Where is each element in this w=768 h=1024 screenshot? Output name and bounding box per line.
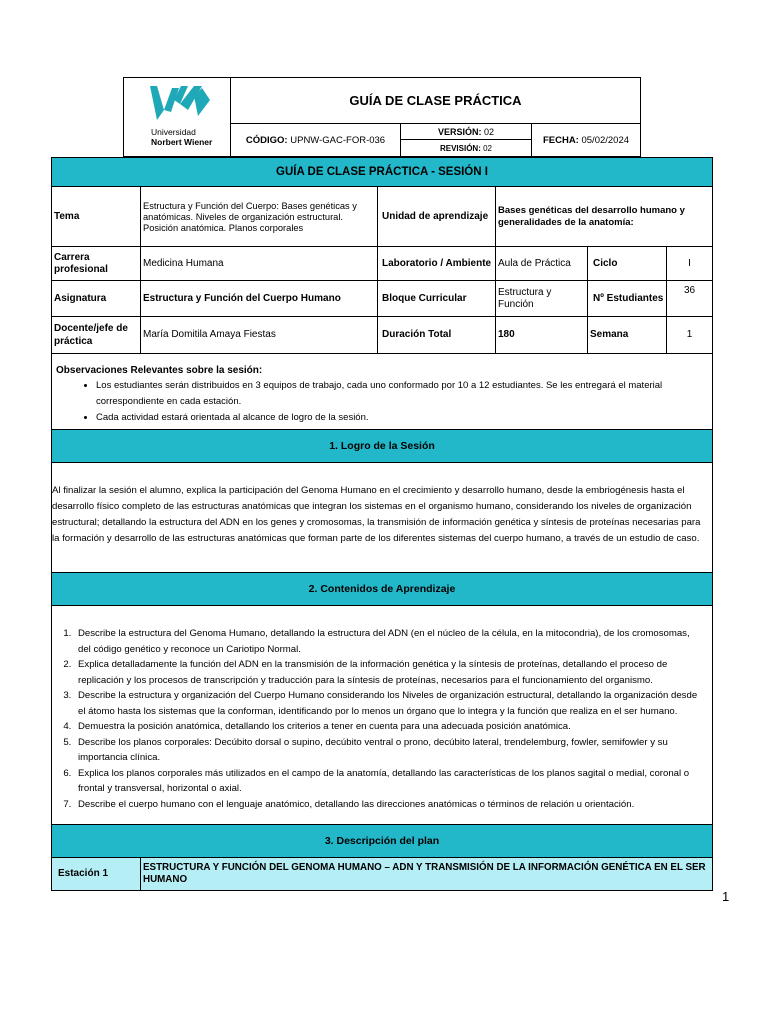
version-value: 02 bbox=[484, 126, 495, 137]
revision-value: 02 bbox=[483, 143, 493, 153]
contenido-item: 5. Describe los planos corporales: Decúbito dorsal o supino, decúbito ventral o prono, decúbito lateral, trendelemburg, fowler, semifowler y su importancia clínica. bbox=[74, 735, 704, 766]
version-label: VERSIÓN: bbox=[437, 126, 482, 137]
fecha-label: FECHA: bbox=[542, 134, 579, 146]
tema-row bbox=[52, 187, 712, 247]
docente-label: Docente/jefe de práctica bbox=[52, 317, 141, 353]
contenidos-list bbox=[52, 626, 704, 812]
estacion-title: ESTRUCTURA Y FUNCIÓN DEL GENOMA HUMANO – ADN Y TRANSMISIÓN DE LA INFORMACIÓN GENÉTICA EN EL SER HUMANO bbox=[143, 862, 706, 885]
observaciones-title: Observaciones Relevantes sobre la sesión: bbox=[56, 365, 263, 376]
contenido-item: 1. Describe la estructura del Genoma Humano, detallando la estructura del ADN (en el núcleo de la célula, en la mitocondria), de los cromosomas, del código genético y reconoce un Cariotipo Normal. bbox=[74, 626, 704, 657]
session-title-text: GUÍA DE CLASE PRÁCTICA - SESIÓN I bbox=[276, 166, 488, 178]
laboratorio-value: Aula de Práctica bbox=[496, 247, 588, 280]
session-table bbox=[51, 157, 713, 891]
docente-row bbox=[52, 317, 712, 354]
contenido-item: 2. Explica detalladamente la función del ADN en la transmisión de la información genética y la síntesis de proteínas, detallando el proceso de replicación y los procesos de transcripción y traducción para la síntesis de proteínas, necesarios para el funcionamiento del organismo. bbox=[74, 657, 704, 688]
carrera-row bbox=[52, 247, 712, 281]
observacion-item: • Los estudiantes serán distribuidos en 3 equipos de trabajo, cada uno conformado por 10 a 12 estudiantes. Se les entregará el material correspondiente en cada estación. bbox=[96, 378, 712, 410]
logo-text-line1: Universidad bbox=[151, 127, 196, 137]
page-number: 1 bbox=[722, 889, 730, 904]
bloque-label: Bloque Curricular bbox=[378, 281, 496, 316]
observaciones-list bbox=[56, 378, 712, 426]
contenidos-heading-text: 2. Contenidos de Aprendizaje bbox=[308, 583, 456, 595]
estudiantes-label: Nº Estudiantes bbox=[588, 281, 667, 316]
codigo-field bbox=[231, 124, 401, 156]
wiener-logo-icon bbox=[150, 86, 210, 122]
duracion-label: Duración Total bbox=[378, 317, 496, 353]
session-title bbox=[52, 157, 712, 187]
contenidos-heading bbox=[52, 573, 712, 606]
carrera-value: Medicina Humana bbox=[141, 247, 378, 280]
tema-value: Estructura y Función del Cuerpo: Bases genéticas y anatómicas. Niveles de organización estructural. Posición anatómica. Planos corporales bbox=[141, 187, 378, 246]
logro-heading-text: 1. Logro de la Sesión bbox=[329, 440, 435, 452]
duracion-value: 180 bbox=[496, 317, 588, 353]
observacion-item: • Cada actividad estará orientada al alcance de logro de la sesión. bbox=[96, 410, 712, 426]
contenido-item: 3. Describe la estructura y organización del Cuerpo Humano considerando los Niveles de organización estructural, detallando la organización desde el átomo hasta los sistemas que la conforman, identificando por lo menos un órgano que lo integra y la función que realiza en el ser humano. bbox=[74, 688, 704, 719]
estudiantes-value: 36 bbox=[683, 285, 696, 296]
document-title: GUÍA DE CLASE PRÁCTICA bbox=[231, 78, 640, 124]
logo-text-line2: Norbert Wiener bbox=[151, 137, 213, 147]
fecha-value: 05/02/2024 bbox=[581, 134, 630, 146]
codigo-value: UPNW-GAC-FOR-036 bbox=[290, 134, 386, 146]
logro-text: Al finalizar la sesión el alumno, explica la participación del Genoma Humano en el crecimiento y desarrollo humano, desde la embriogénesis hasta el desarrollo físico completo de las estructuras anatómicas que integran los sistemas en el organismo humano, considerando los niveles de organización estructural; detallando la estructura del ADN en los genes y cromosomas, la transmisión de información genética y síntesis de proteínas necesarias para la formación y desarrollo de las estructuras anatómicas que forman parte de los diferentes sistemas del cuerpo humano, a través de un estudio de caso. bbox=[52, 463, 712, 573]
fecha-field bbox=[532, 124, 640, 156]
ciclo-value: I bbox=[688, 257, 691, 269]
carrera-label: Carrera profesional bbox=[52, 247, 141, 280]
asignatura-value: Estructura y Función del Cuerpo Humano bbox=[141, 281, 378, 316]
observaciones-section bbox=[52, 354, 712, 430]
asignatura-row bbox=[52, 281, 712, 317]
unidad-value: Bases genéticas del desarrollo humano y generalidades de la anatomía: bbox=[498, 204, 685, 228]
plan-heading bbox=[52, 825, 712, 858]
contenido-item: 7. Describe el cuerpo humano con el lenguaje anatómico, detallando las direcciones anatómicas o términos de relación u orientación. bbox=[74, 797, 704, 813]
laboratorio-label: Laboratorio / Ambiente bbox=[378, 247, 496, 280]
university-logo bbox=[124, 78, 231, 156]
revision-label: REVISIÓN: bbox=[439, 143, 481, 153]
contenido-item: 6. Explica los planos corporales más utilizados en el campo de la anatomía, detallando las características de los planos sagital o medial, coronal o frontal y transversal, horizontal o axial. bbox=[74, 766, 704, 797]
docente-value: María Domitila Amaya Fiestas bbox=[141, 317, 378, 353]
estacion-row bbox=[52, 858, 712, 891]
semana-value: 1 bbox=[686, 329, 693, 340]
semana-label: Semana bbox=[588, 317, 667, 353]
estacion-label: Estación 1 bbox=[52, 858, 141, 890]
logro-heading bbox=[52, 430, 712, 463]
plan-heading-text: 3. Descripción del plan bbox=[324, 835, 440, 847]
contenido-item: 4. Demuestra la posición anatómica, detallando los criterios a tener en cuenta para una adecuada posición anatómica. bbox=[74, 719, 704, 735]
asignatura-label: Asignatura bbox=[52, 281, 141, 316]
version-field bbox=[401, 124, 532, 140]
bloque-value: Estructura y Función bbox=[496, 281, 588, 316]
ciclo-label: Ciclo bbox=[588, 247, 667, 280]
tema-label: Tema bbox=[52, 187, 141, 246]
contenidos-section bbox=[52, 606, 712, 825]
document-header bbox=[123, 77, 641, 157]
codigo-label: CÓDIGO: bbox=[245, 134, 288, 146]
unidad-label: Unidad de aprendizaje bbox=[378, 187, 496, 246]
revision-field bbox=[401, 140, 532, 156]
